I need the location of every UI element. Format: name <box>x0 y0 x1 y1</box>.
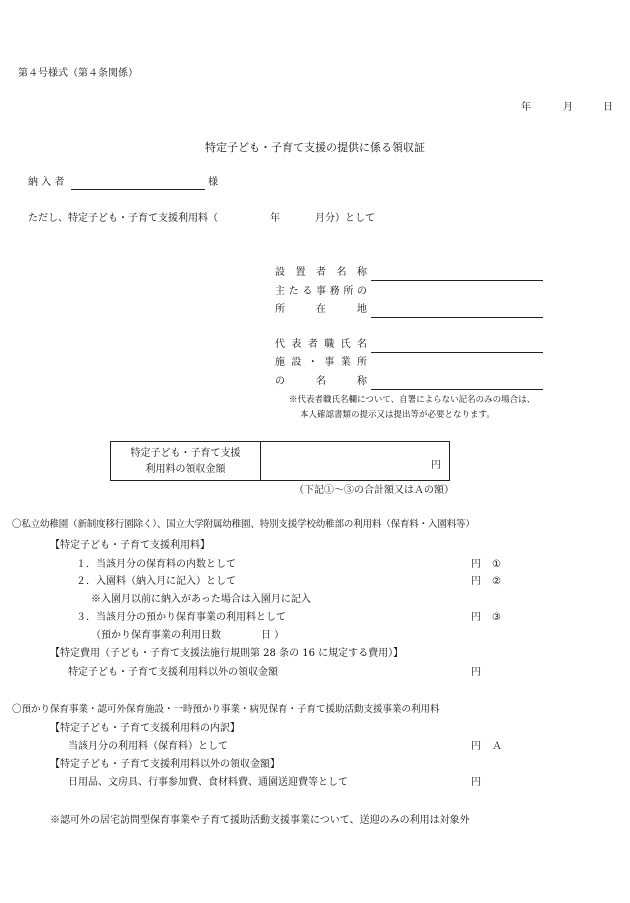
amount-table <box>110 441 450 481</box>
provider-name-line[interactable] <box>371 280 543 281</box>
purpose-prefix: ただし、特定子ども・子育て支援利用料（ <box>28 213 218 224</box>
facility-label-1: 施設・事業所 <box>275 357 367 368</box>
s1-item-2-yen[interactable]: 円 <box>471 576 481 587</box>
s2-other-text: 日用品、文房具、行事参加費、食材料費、通園送迎費等として <box>68 777 348 788</box>
office-address-line[interactable] <box>371 317 543 318</box>
section2-heading: 〇預かり保育事業・認可外保育施設・一時預かり事業・病児保育・子育て援助活動支援事業の利用料 <box>12 704 440 715</box>
rep-label: 代表者職氏名 <box>275 339 367 350</box>
s1-special-text: 特定子ども・子育て支援利用料以外の領収金額 <box>68 667 278 678</box>
s1-item-3-mark: ③ <box>492 612 501 623</box>
s1-item-2-mark: ② <box>492 576 501 587</box>
purpose-month: 月分）として <box>315 213 375 224</box>
rep-name-line[interactable] <box>371 352 543 353</box>
s1-item-1-mark: ① <box>492 559 501 570</box>
amount-note: （下記①～③の合計額又はＡの額） <box>294 485 454 496</box>
amount-label-2: 利用料の領収金額 <box>145 464 226 475</box>
payer-suffix: 様 <box>208 177 218 188</box>
s1-item-note: ※入園月以前に納入があった場合は入園月に記入 <box>91 594 311 605</box>
document-title: 特定子ども・子育て支援の提供に係る領収証 <box>205 141 425 154</box>
footnote: ※認可外の居宅訪問型保育事業や子育て援助活動支援事業について、送迎のみの利用は対象外 <box>50 815 470 826</box>
provider-name-label: 設置者名称 <box>275 267 367 278</box>
section1-subheading: 【特定子ども・子育て支援利用料】 <box>50 540 210 551</box>
section1-heading: 〇私立幼稚園（新制度移行園除く）、国立大学附属幼稚園、特別支援学校幼稚部の利用料（保育料・入園料等） <box>12 519 475 530</box>
s2-item-yen[interactable]: 円 <box>471 741 481 752</box>
s1-special-yen[interactable]: 円 <box>471 667 481 678</box>
amount-yen[interactable]: 円 <box>431 460 441 471</box>
payer-name-line[interactable] <box>71 189 205 190</box>
s1-item-2-text: ２．入園料（納入月に記入）として <box>76 576 236 587</box>
section2-other-heading: 【特定子ども・子育て支援利用料以外の領収金額】 <box>50 759 280 770</box>
date-day: 日 <box>603 102 613 113</box>
s2-other-yen[interactable]: 円 <box>471 777 481 788</box>
date-month: 月 <box>563 102 573 113</box>
s2-item-mark: Ａ <box>492 741 502 752</box>
provider-note-1: ※代表者職氏名欄について、自署によらない記名のみの場合は、 <box>289 395 536 405</box>
payer-label: 納 入 者 <box>28 177 65 188</box>
purpose-year: 年 <box>270 213 280 224</box>
s2-item-text: 当該月分の利用料（保育料）として <box>68 741 228 752</box>
office-label-1: 主たる事務所の <box>275 286 367 297</box>
s1-item-3-text: ３．当該月分の預かり保育事業の利用料として <box>76 612 286 623</box>
section2-subheading: 【特定子ども・子育て支援利用料の内訳】 <box>50 723 240 734</box>
s1-special-heading: 【特定費用（子ども・子育て支援法施行規則第 28 条の 16 に規定する費用）】 <box>50 648 404 659</box>
s1-item-1-yen[interactable]: 円 <box>471 559 481 570</box>
form-number: 第４号様式（第４条関係） <box>18 68 138 79</box>
s1-item-1-text: １．当該月分の保育料の内数として <box>76 559 236 570</box>
table-divider <box>260 442 261 480</box>
provider-note-2: 本人確認書類の提示又は提出等が必要となります。 <box>300 410 495 420</box>
facility-label-2: の名称 <box>275 376 367 387</box>
s1-item-3-yen[interactable]: 円 <box>471 612 481 623</box>
facility-name-line[interactable] <box>371 389 543 390</box>
s1-item-days: （預かり保育事業の利用日数 日 ） <box>91 630 285 641</box>
office-label-2: 所在地 <box>275 304 367 315</box>
amount-label-1: 特定子ども・子育て支援 <box>130 448 241 459</box>
date-year: 年 <box>521 102 531 113</box>
